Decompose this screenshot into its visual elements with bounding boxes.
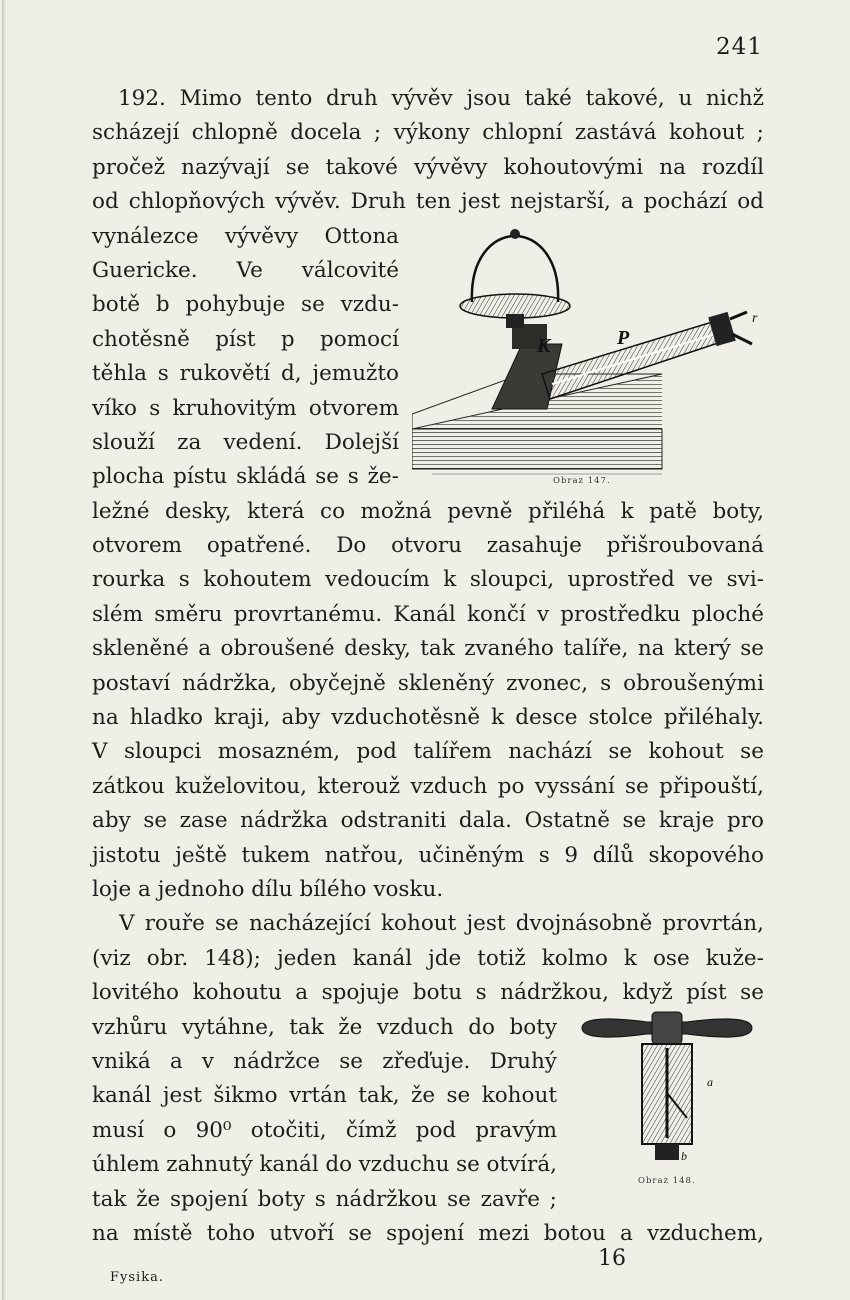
figure-147-air-pump	[412, 224, 767, 486]
text-line: víko s kruhovitým otvorem	[92, 395, 399, 421]
figure-147-caption: Obraz 147.	[553, 476, 611, 486]
text-line: úhlem zahnutý kanál do vzduchu se otvírá,	[92, 1152, 557, 1178]
text-line: vniká a v nádržce se zřeďuje. Druhý	[92, 1048, 557, 1074]
text-line: těhla s rukovětí d, jemužto	[92, 361, 399, 387]
figure-147-label-r: r	[752, 311, 758, 326]
text-line: scházejí chlopně docela ; výkony chlopní zastává kohout ;	[92, 120, 764, 146]
text-line: musí o 90⁰ otočiti, čímž pod pravým	[92, 1117, 557, 1143]
text-line: 192. Mimo tento druh vývěv jsou také takové, u nichž	[118, 86, 764, 111]
text-line: tak že spojení boty s nádržkou se zavře ;	[92, 1186, 557, 1212]
text-line: od chlopňových vývěv. Druh ten jest nejstarší, a pochází od	[92, 189, 764, 215]
text-line: Guericke. Ve válcovité	[92, 257, 399, 283]
figure-148-caption: Obraz 148.	[638, 1176, 696, 1186]
figure-148-label-b: b	[681, 1149, 687, 1163]
text-line: ležné desky, která co možná pevně přiléhá k patě boty,	[92, 498, 764, 524]
text-line: botě b pohybuje se vzdu-	[92, 292, 399, 318]
figure-147-label-k: K	[537, 335, 551, 357]
text-line: slouží za vedení. Dolejší	[92, 429, 399, 455]
text-line: kanál jest šikmo vrtán tak, že se kohout	[92, 1083, 557, 1109]
text-line: aby se zase nádržka odstraniti dala. Ostatně se kraje pro	[92, 808, 764, 834]
page-number: 241	[716, 34, 763, 60]
text-line: otvorem opatřené. Do otvoru zasahuje přišroubovaná	[92, 533, 764, 559]
text-line: na místě toho utvoří se spojení mezi botou a vzduchem,	[92, 1220, 764, 1246]
text-line: V rouře se nacházející kohout jest dvojnásobně provrtán,	[119, 911, 764, 937]
text-line: jistotu ještě tukem natřou, učiněným s 9 dílů skopového	[92, 842, 764, 868]
figure-148-label-a: a	[707, 1075, 713, 1089]
figure-148-stopcock	[577, 1008, 757, 1188]
sheet-number: 16	[598, 1246, 626, 1271]
text-line: skleněné a obroušené desky, tak zvaného talíře, na který se	[92, 636, 764, 662]
text-line: plocha pístu skládá se s že-	[92, 464, 399, 490]
text-line: zátkou kuželovitou, kterouž vzduch po vyssání se připouští,	[92, 773, 764, 799]
text-line: pročež nazývají se takové vývěvy kohoutovými na rozdíl	[92, 154, 764, 180]
figure-147-label-p: P	[617, 327, 630, 349]
footer-signature: Fysika.	[110, 1270, 164, 1285]
text-line: rourka s kohoutem vedoucím k sloupci, uprostřed ve svi-	[92, 567, 764, 593]
text-line: (viz obr. 148); jeden kanál jde totiž kolmo k ose kuže-	[92, 945, 764, 971]
text-line: lovitého kohoutu a spojuje botu s nádržkou, když píst se	[92, 980, 764, 1006]
text-line: chotěsně píst p pomocí	[92, 326, 399, 352]
text-line: V sloupci mosazném, pod talířem nachází se kohout se	[92, 739, 764, 765]
text-line: vynálezce vývěvy Ottona	[92, 223, 399, 249]
page-edge-shadow	[2, 0, 6, 1300]
text-line: slém směru provrtanému. Kanál končí v prostředku ploché	[92, 601, 764, 627]
text-line: vzhůru vytáhne, tak že vzduch do boty	[92, 1014, 557, 1040]
text-line: na hladko kraji, aby vzduchotěsně k desce stolce přiléhaly.	[92, 705, 764, 731]
text-line: postaví nádržka, obyčejně skleněný zvonec, s obroušenými	[92, 670, 764, 696]
text-line: loje a jednoho dílu bílého vosku.	[92, 876, 444, 902]
